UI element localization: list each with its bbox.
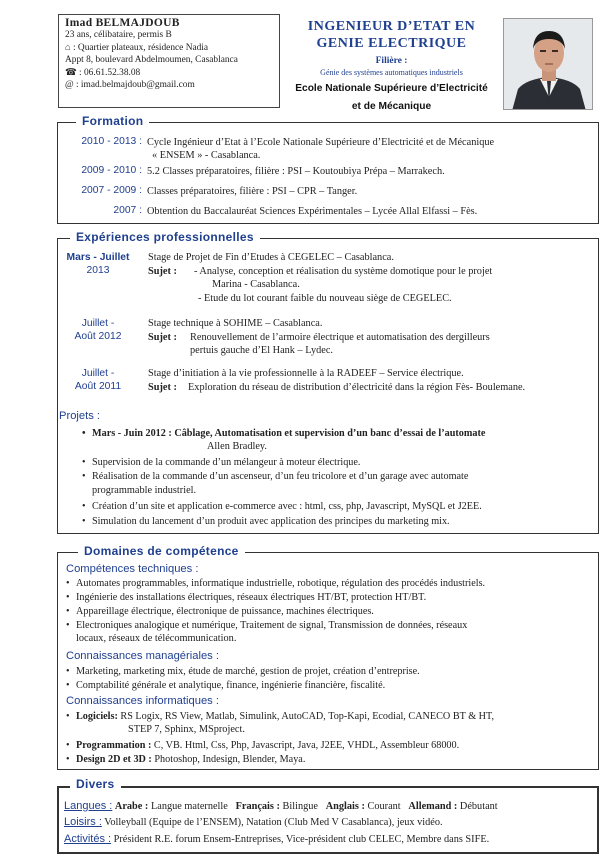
langue-label: Anglais : (325, 801, 365, 812)
mgmt-item: • Comptabilité générale et analytique, finance, ingénierie financière, fiscalité. (76, 679, 385, 692)
projet-item: • Réalisation de la commande d’un ascenseur, d’un feu tricolore et d’un garage avec automate (92, 470, 468, 483)
projet-item: • Création d’un site et application e-commerce avec : html, css, php, Javascript, MySQL et J2EE. (92, 500, 482, 513)
projets-title: Projets : (59, 410, 101, 422)
exp-date (60, 251, 136, 277)
exp-date-line-1: Juillet - (81, 368, 115, 379)
exp-date-line-2: Août 2012 (74, 331, 122, 342)
school-line-2: et de Mécanique (351, 101, 432, 112)
info-label: Design 2D et 3D : (76, 754, 152, 765)
contact-box (58, 14, 280, 108)
langue-level: Langue maternelle (150, 801, 228, 812)
tech-item-cont: locaux, réseaux de télécommunication. (76, 633, 237, 644)
info-text: RS Logix, RS View, Matlab, Simulink, AutoCAD, Top-Kapi, Ecodial, CANECO BT & HT, (120, 711, 495, 722)
projet-item: • Simulation du lancement d’un produit avec application des principes du marketing mix. (92, 515, 450, 528)
home-icon: ⌂ (65, 42, 73, 53)
mgmt-item: • Marketing, marketing mix, étude de marché, gestion de projet, création d’entreprise. (76, 665, 420, 678)
info-title: Connaissances informatiques : (66, 695, 219, 707)
formation-date: 2007 - 2009 : (81, 185, 142, 196)
tech-item: • Automates programmables, informatique industrielle, robotique, régulation des procédés industriels. (76, 577, 485, 590)
projet-item: • Mars - Juin 2012 : Câblage, Automatisation et supervision d’un banc d’essai de l’automate (92, 427, 485, 440)
title-block (284, 18, 499, 113)
mgmt-title: Connaissances managériales : (66, 650, 219, 662)
info-label: Programmation : (76, 740, 152, 751)
langue-level: Débutant (459, 801, 498, 812)
formation-date: 2009 - 2010 : (81, 165, 142, 176)
langue-level: Bilingue (282, 801, 318, 812)
exp-stage: Stage de Projet de Fin d’Etudes à CEGELEC – Casablanca. (148, 252, 394, 263)
filiere-value: Génie des systèmes automatiques industriels (320, 68, 463, 77)
formation-date: 2007 : (113, 205, 142, 216)
loisirs-row (64, 816, 443, 829)
exp-line: - Etude du lot courant faible du nouveau siège de CEGELEC. (198, 293, 452, 304)
langue-level: Courant (367, 801, 401, 812)
formation-title: Formation (76, 114, 149, 128)
tech-item: • Electroniques analogique et numérique, Traitement de signal, Transmission de données, réseaux (76, 619, 467, 632)
exp-sujet-label: Sujet : (148, 266, 177, 277)
info-item-cont: STEP 7, Sphinx, MSproject. (128, 724, 245, 735)
info-item (76, 739, 459, 752)
profile-photo (503, 18, 593, 110)
divers-title: Divers (70, 777, 121, 791)
formation-text-cont: « ENSEM » - Casablanca. (152, 150, 261, 161)
activites-text: Président R.E. forum Ensem-Entreprises, Vice-président club CELEC, Membre dans SIFE. (113, 834, 490, 845)
exp-stage: Stage technique à SOHIME – Casablanca. (148, 318, 323, 329)
loisirs-label: Loisirs : (64, 816, 102, 828)
job-title-line-1: INGENIEUR D’ETAT EN (307, 19, 476, 34)
formation-date: 2010 - 2013 : (81, 136, 142, 147)
langue-label: Français : (235, 801, 280, 812)
formation-text: Cycle Ingénieur d’Etat à l’Ecole Nationale Supérieure d’Electricité et de Mécanique (147, 137, 495, 148)
projet-item: • Supervision de la commande d’un mélangeur à moteur électrique. (92, 456, 360, 469)
loisirs-text: Volleyball (Equipe de l’ENSEM), Natation (Club Med V Casablanca), jeux vidéo. (104, 817, 443, 828)
exp-line: Marina - Casablanca. (212, 279, 300, 290)
exp-line: - Analyse, conception et réalisation du système domotique pour le projet (194, 266, 493, 277)
candidate-name: Imad BELMAJDOUB (65, 17, 180, 29)
langue-label: Allemand : (408, 801, 458, 812)
exp-date-line-2: Août 2011 (74, 381, 122, 392)
langues-row (64, 800, 498, 813)
exp-date-line-1: Mars - Juillet (66, 252, 130, 263)
langues-label: Langues : (64, 800, 113, 812)
school-line-1: Ecole Nationale Supérieure d’Electricité (295, 83, 488, 94)
phone-icon: ☎ (65, 67, 80, 78)
info-label: Logiciels: (76, 711, 118, 722)
tech-item: • Ingénierie des installations électriques, réseaux électriques HT/BT, protection HT/BT. (76, 591, 426, 604)
exp-sujet-label: Sujet : (148, 382, 177, 393)
exp-line: Renouvellement de l’armoire électrique et automatisation des dergilleurs (190, 332, 490, 343)
langue-label: Arabe : (114, 801, 149, 812)
experiences-title: Expériences professionnelles (70, 230, 260, 244)
formation-text: Classes préparatoires, filière : PSI – CPR – Tanger. (147, 186, 358, 197)
activites-row (64, 833, 489, 846)
email-address[interactable]: : imad.belmajdoub@gmail.com (75, 80, 195, 90)
age-line: 23 ans, célibataire, permis B (65, 30, 172, 40)
filiere-label: Filière : (375, 56, 408, 66)
formation-text: 5.2 Classes préparatoires, filière : PSI – Koutoubiya Prépa – Marrakech. (147, 166, 445, 177)
info-item (76, 710, 494, 723)
projet-item-cont: Allen Bradley. (207, 441, 267, 452)
phone-number: : 06.61.52.38.08 (79, 67, 141, 78)
competences-title: Domaines de compétence (78, 544, 245, 558)
activites-label: Activités : (64, 833, 112, 845)
tech-item: • Appareillage électrique, électronique de puissance, machines électriques. (76, 605, 374, 618)
email-icon: @ (65, 80, 76, 90)
exp-line: Exploration du réseau de distribution d’électricité dans la région Fès- Boulemane. (188, 382, 526, 393)
exp-stage: Stage d’initiation à la vie professionnelle à la RADEEF – Service électrique. (148, 368, 464, 379)
exp-date-line-1: Juillet - (81, 318, 115, 329)
projet-item-cont: programmable industriel. (92, 485, 197, 496)
tech-title: Compétences techniques : (66, 563, 199, 575)
exp-line: pertuis gauche d’El Hank – Lydec. (190, 345, 333, 356)
exp-date-line-2: 2013 (86, 265, 110, 276)
address-line-2: Appt 8, boulevard Abdelmoumen, Casablanca (65, 55, 238, 65)
address-line-1: : Quartier plateaux, résidence Nadia (72, 42, 209, 53)
info-text: Photoshop, Indesign, Blender, Maya. (154, 754, 306, 765)
formation-text: Obtention du Baccalauréat Sciences Expérimentales – Lycée Allal Elfassi – Fès. (147, 206, 478, 217)
exp-date (60, 317, 136, 343)
job-title-line-2: GENIE ELECTRIQUE (316, 36, 467, 51)
exp-sujet-label: Sujet : (148, 332, 177, 343)
portrait-illustration (504, 19, 593, 110)
info-item (76, 753, 305, 766)
info-text: C, VB. Html, Css, Php, Javascript, Java, J2EE, VHDL, Assembleur 68000. (153, 740, 460, 751)
exp-date (60, 367, 136, 393)
